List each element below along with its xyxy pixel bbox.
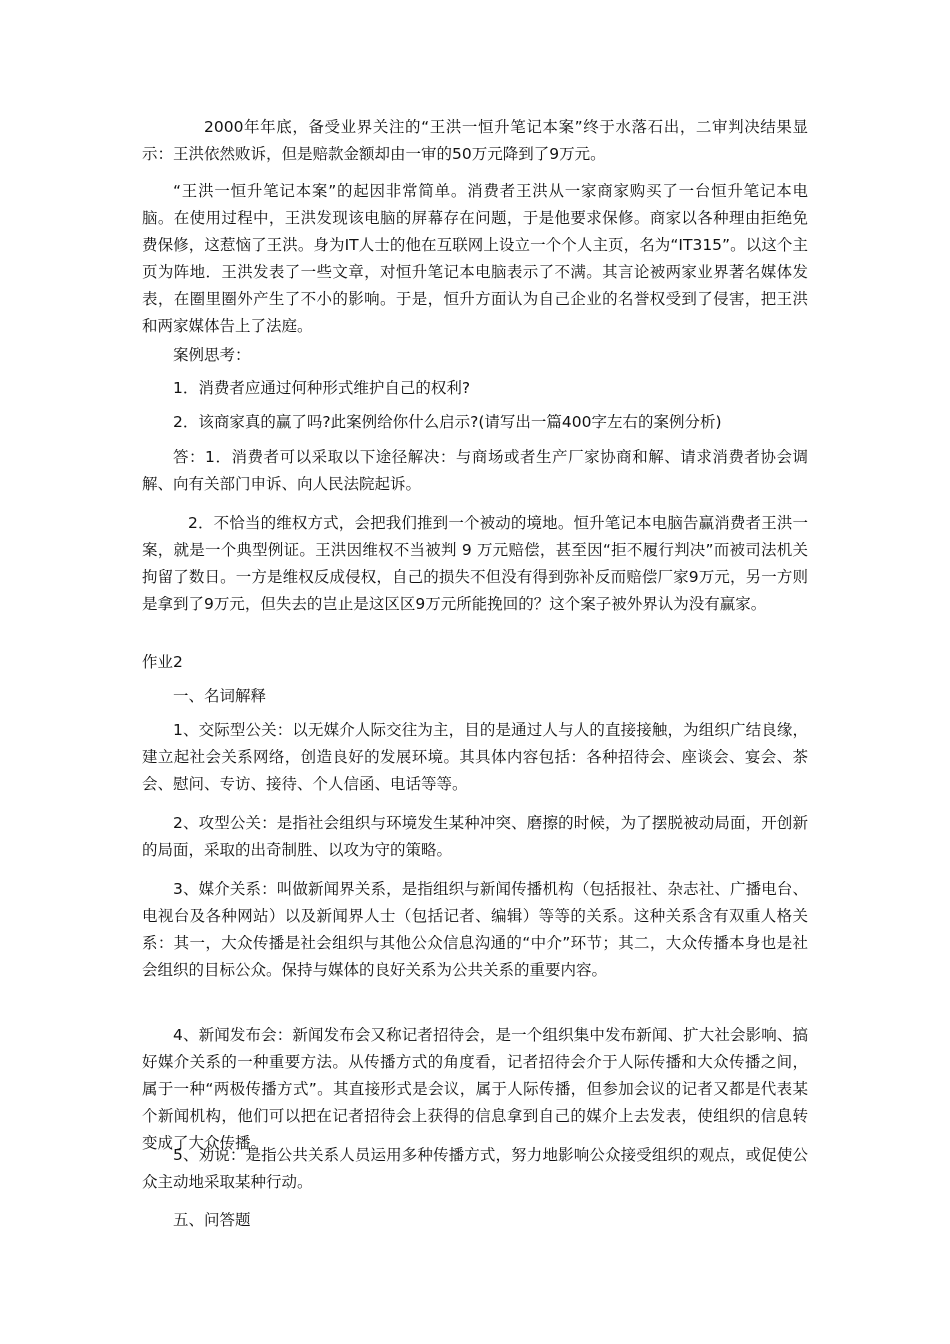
term-1-social-pr: 1、交际型公关：以无媒介人际交往为主，目的是通过人与人的直接接触，为组织广结良缘，建立起社会关系网络，创造良好的发展环境。其具体内容包括：各种招待会、座谈会、宴会、茶会、慰问、专访、接待、个人信函、电话等等。 xyxy=(142,721,808,793)
term-3-media-relations: 3、媒介关系：叫做新闻界关系，是指组织与新闻传播机构（包括报社、杂志社、广播电台、电视台及各种网站）以及新闻界人士（包括记者、编辑）等等的关系。这种关系含有双重人格关系：其一，大众传播是社会组织与其他公众信息沟通的“中介”环节；其二，大众传播本身也是社会组织的目标公众。保持与媒体的良好关系为公共关系的重要内容。 xyxy=(142,880,808,979)
term-4-press-conference: 4、新闻发布会：新闻发布会又称记者招待会，是一个组织集中发布新闻、扩大社会影响、搞好媒介关系的一种重要方法。从传播方式的角度看，记者招待会介于人际传播和大众传播之间，属于一种“两极传播方式”。其直接形式是会议，属于人际传播，但参加会议的记者又都是代表某个新闻机构，他们可以把在记者招待会上获得的信息拿到自己的媒介上去发表，使组织的信息转变成了大众传播。 xyxy=(142,1026,808,1152)
question-1: 1．消费者应通过何种形式维护自己的权利? xyxy=(173,379,471,397)
assignment-title: 作业2 xyxy=(142,653,183,671)
question-2: 2．该商家真的赢了吗?此案例给你什么启示?(请写出一篇400字左右的案例分析) xyxy=(173,413,722,431)
paragraph-case-result: 2000年年底，备受业界关注的“王洪一恒升笔记本案”终于水落石出，二审判决结果显示：王洪依然败诉，但是赔款金额却由一审的50万元降到了9万元。 xyxy=(142,118,808,163)
section-heading-term-explanation: 一、名词解释 xyxy=(173,687,267,705)
term-2-offensive-pr: 2、攻型公关：是指社会组织与环境发生某种冲突、磨擦的时候，为了摆脱被动局面，开创新的局面，采取的出奇制胜、以攻为守的策略。 xyxy=(142,814,808,859)
case-thinking-heading: 案例思考： xyxy=(173,346,251,364)
term-5-persuasion: 5、劝说：是指公共关系人员运用多种传播方式，努力地影响公众接受组织的观点，或促使公众主动地采取某种行动。 xyxy=(142,1146,808,1191)
answer-2: 2．不恰当的维权方式，会把我们推到一个被动的境地。恒升笔记本电脑告赢消费者王洪一案，就是一个典型例证。王洪因维权不当被判 9 万元赔偿，甚至因“拒不履行判决”而被司法机关拘留了数日。一方是维权反成侵权，自己的损失不但没有得到弥补反而赔偿厂家9万元，另一方则是拿到了9万元，但失去的岂止是这区区9万元所能挽回的？这个案子被外界认为没有赢家。 xyxy=(142,514,808,613)
paragraph-case-background: “王洪一恒升笔记本案”的起因非常简单。消费者王洪从一家商家购买了一台恒升笔记本电脑。在使用过程中，王洪发现该电脑的屏幕存在问题，于是他要求保修。商家以各种理由拒绝免费保修，这惹恼了王洪。身为IT人士的他在互联网上设立一个个人主页，名为“IT315”。以这个主页为阵地．王洪发表了一些文章，对恒升笔记本电脑表示了不满。其言论被两家业界著名媒体发表，在圈里圈外产生了不小的影响。于是，恒升方面认为自己企业的名誉权受到了侵害，把王洪和两家媒体告上了法庭。 xyxy=(142,182,808,335)
section-heading-qa: 五、问答题 xyxy=(173,1211,251,1229)
answer-1: 答：1．消费者可以采取以下途径解决：与商场或者生产厂家协商和解、请求消费者协会调解、向有关部门申诉、向人民法院起诉。 xyxy=(142,448,808,493)
